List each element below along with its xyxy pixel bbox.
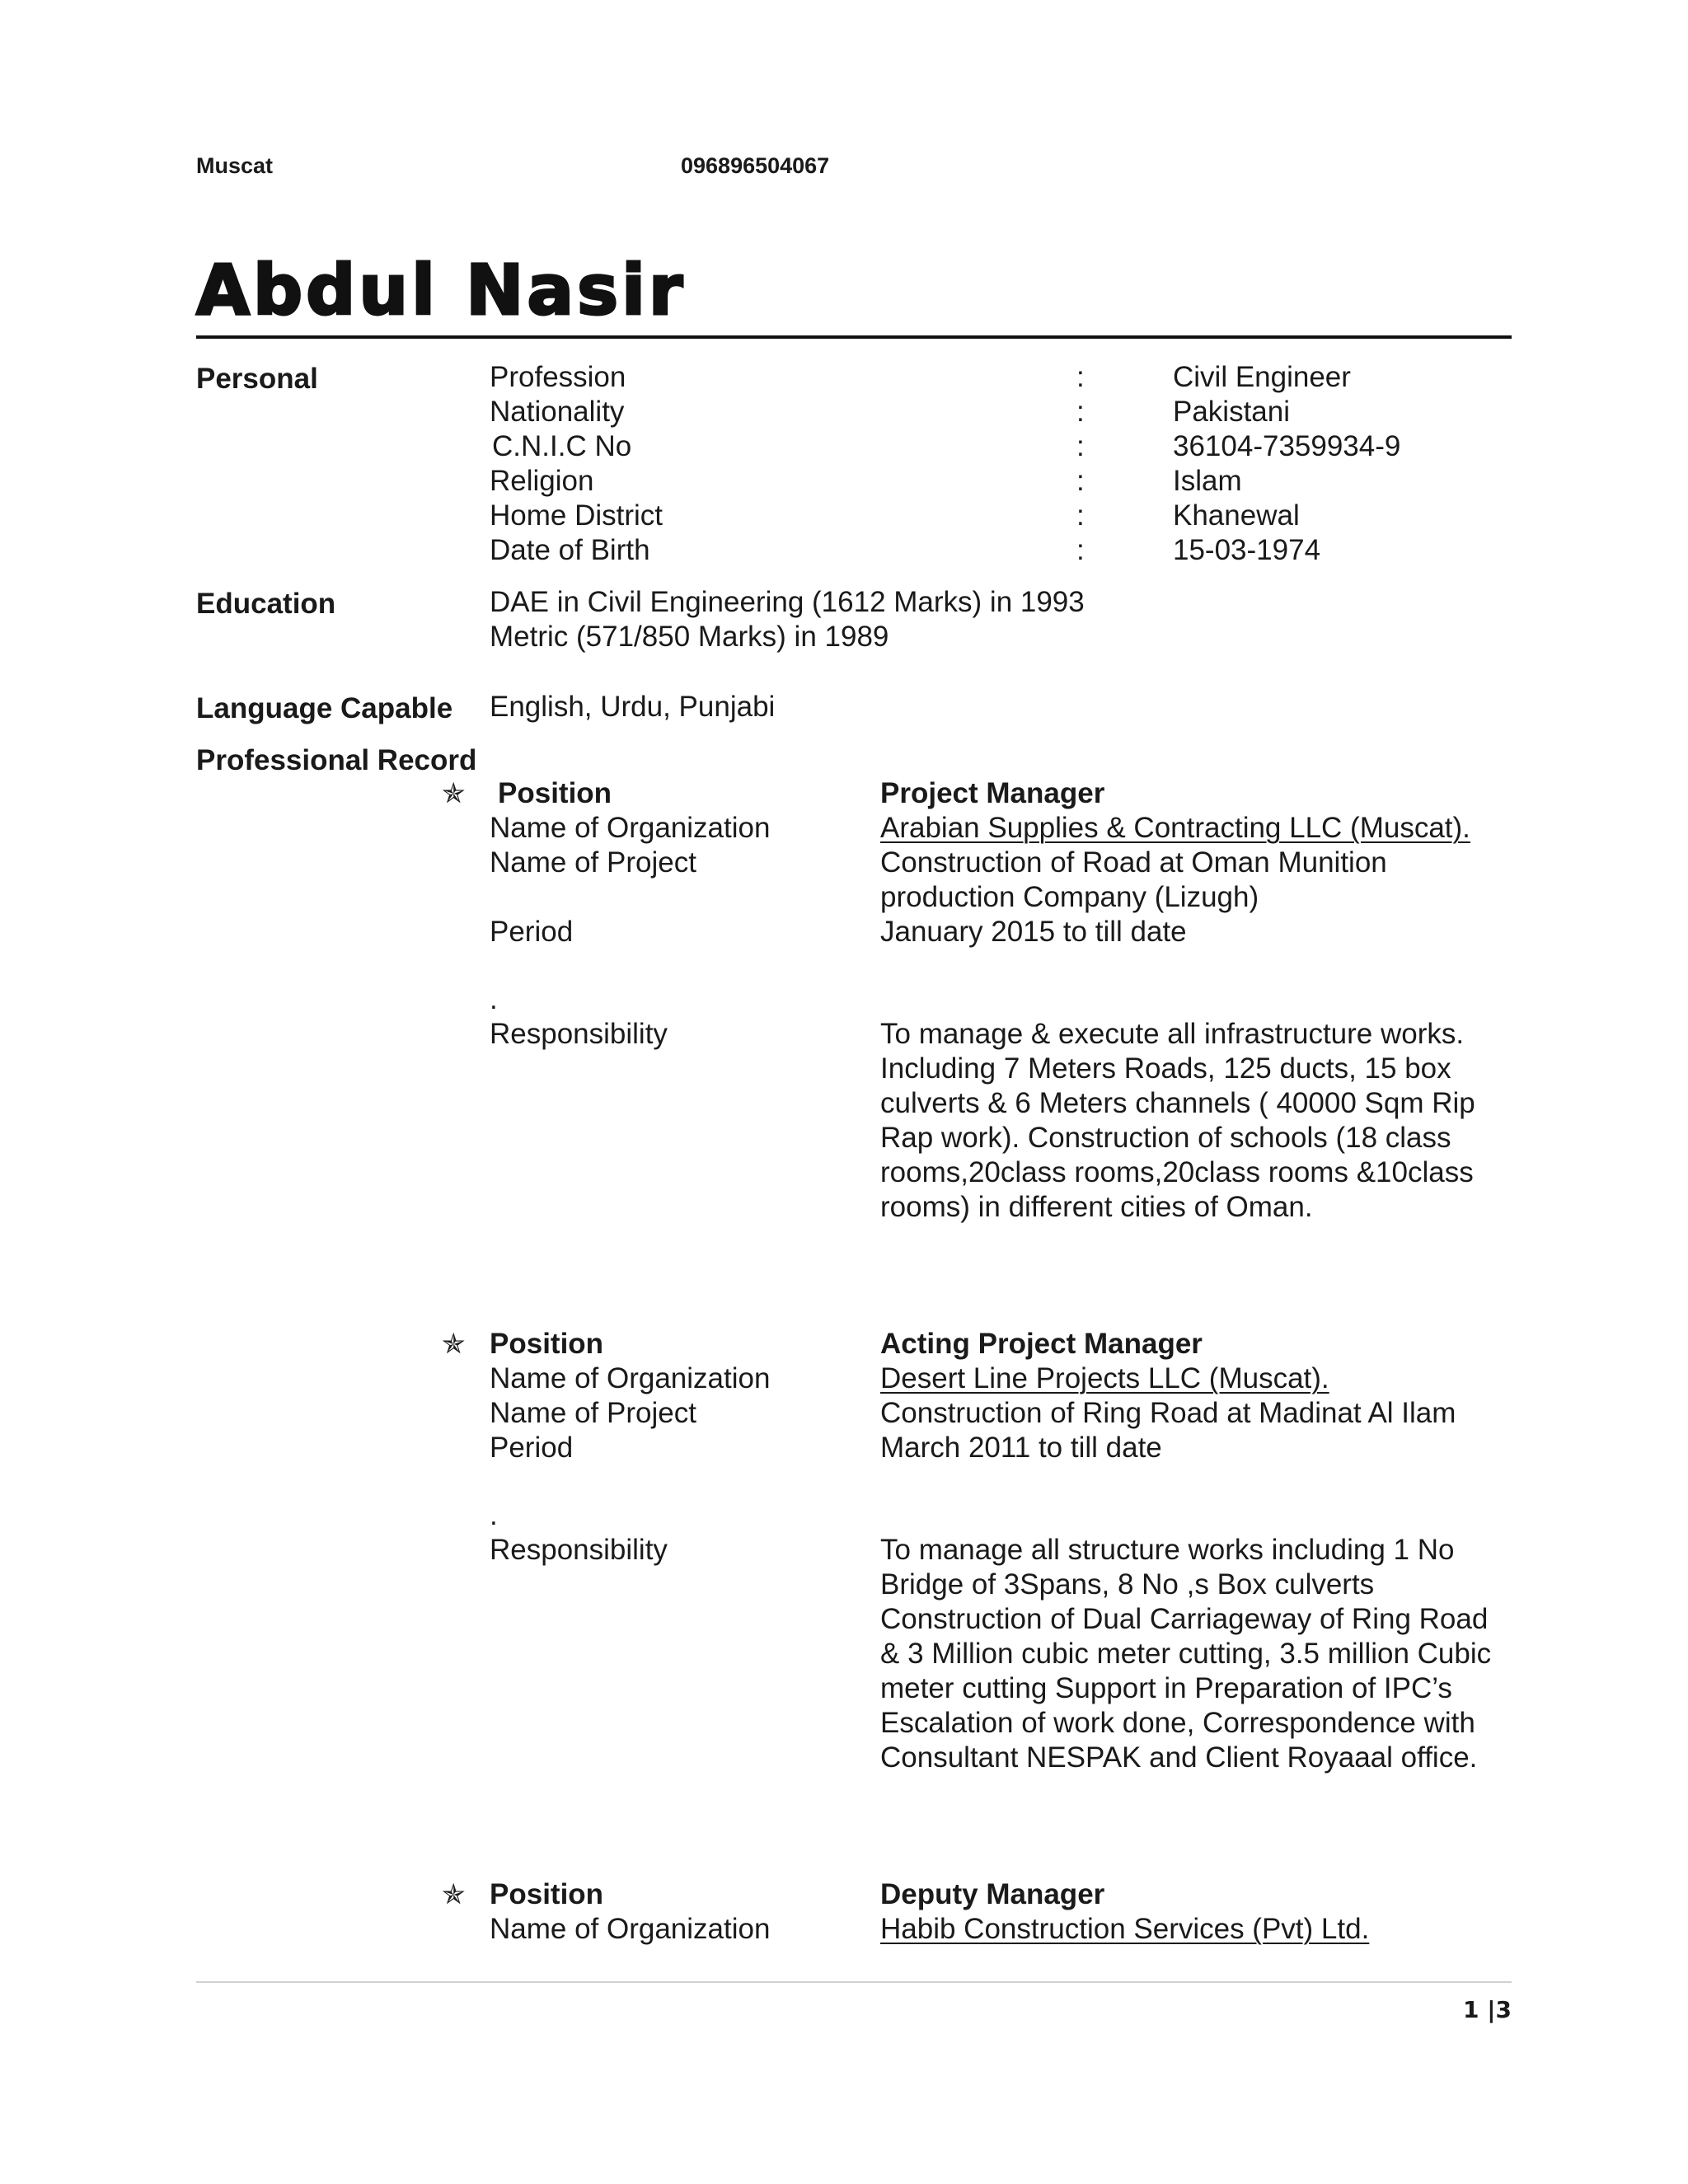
personal-heading: Personal [196, 363, 318, 395]
header-phone: 096896504067 [681, 153, 830, 178]
personal-sep: : [1076, 499, 1085, 532]
star-bullet-icon: ✯ [442, 1329, 466, 1360]
education-heading: Education [196, 588, 336, 620]
job2-position-label: Position [490, 1328, 604, 1360]
personal-sep: : [1076, 534, 1085, 566]
education-line-metric: Metric (571/850 Marks) in 1989 [490, 621, 889, 653]
job2-project: Construction of Ring Road at Madinat Al Ilam [880, 1397, 1456, 1429]
personal-label-cnic: C.N.I.C No [492, 430, 632, 462]
language-value: English, Urdu, Punjabi [490, 691, 776, 723]
education-line-dae: DAE in Civil Engineering (1612 Marks) in 1993 [490, 586, 1085, 618]
job1-resp-label: Responsibility [490, 1018, 668, 1050]
candidate-name: Abdul Nasir [196, 250, 687, 330]
footer-divider [196, 1981, 1512, 1983]
personal-value-profession: Civil Engineer [1173, 361, 1351, 393]
personal-label-nationality: Nationality [490, 396, 625, 428]
job1-project: Construction of Road at Oman Munition production Company (Lizugh) [880, 846, 1387, 913]
job2-org: Desert Line Projects LLC (Muscat). [880, 1362, 1329, 1394]
personal-label-home-district: Home District [490, 499, 663, 532]
job2-period: March 2011 to till date [880, 1432, 1162, 1464]
job2-resp: To manage all structure works including 1 No Bridge of 3Spans, 8 No ,s Box culverts Construction of Dual Carriageway of Ring Road & 3 Million cubic meter cutting, 3.5 million Cubic meter cutting Support in Preparation of IPC’s Escalation of work done, Correspondence with Consultant NESPAK and Client Royaaal office. [880, 1534, 1492, 1774]
personal-value-cnic: 36104-7359934-9 [1173, 430, 1401, 462]
star-bullet-icon: ✯ [442, 778, 466, 809]
personal-value-home-district: Khanewal [1173, 499, 1300, 532]
job1-position-label: Position [498, 777, 612, 809]
job3-position: Deputy Manager [880, 1878, 1105, 1910]
star-bullet-icon: ✯ [442, 1879, 466, 1910]
job2-period-label: Period [490, 1432, 574, 1464]
job2-resp-label: Responsibility [490, 1534, 668, 1566]
job2-dot: . [490, 1499, 498, 1531]
professional-heading: Professional Record [196, 744, 477, 776]
page-number: 1 |3 [1463, 1996, 1512, 2023]
job1-period-label: Period [490, 916, 574, 948]
header-city: Muscat [196, 153, 274, 178]
language-heading: Language Capable [196, 692, 453, 724]
job2-position: Acting Project Manager [880, 1328, 1203, 1360]
job1-org-label: Name of Organization [490, 812, 771, 844]
personal-sep: : [1076, 361, 1085, 393]
job3-org: Habib Construction Services (Pvt) Ltd. [880, 1913, 1370, 1945]
personal-sep: : [1076, 396, 1085, 428]
personal-value-dob: 15-03-1974 [1173, 534, 1321, 566]
title-divider [196, 335, 1512, 339]
personal-sep: : [1076, 465, 1085, 497]
personal-sep: : [1076, 430, 1085, 462]
job1-period: January 2015 to till date [880, 916, 1187, 948]
personal-label-dob: Date of Birth [490, 534, 650, 566]
job1-dot: . [490, 983, 498, 1015]
job1-project-label: Name of Project [490, 846, 696, 879]
job1-org: Arabian Supplies & Contracting LLC (Muscat). [880, 812, 1470, 844]
personal-value-nationality: Pakistani [1173, 396, 1291, 428]
job1-resp: To manage & execute all infrastructure works. Including 7 Meters Roads, 125 ducts, 15 box culverts & 6 Meters channels ( 40000 Sqm Rip Rap work). Construction of schools (18 class rooms,20class rooms,20class rooms &10class rooms) in different cities of Oman. [880, 1018, 1475, 1223]
personal-value-religion: Islam [1173, 465, 1242, 497]
personal-label-religion: Religion [490, 465, 594, 497]
personal-label-profession: Profession [490, 361, 626, 393]
job2-project-label: Name of Project [490, 1397, 696, 1429]
job3-position-label: Position [490, 1878, 604, 1910]
job1-position: Project Manager [880, 777, 1105, 809]
job2-org-label: Name of Organization [490, 1362, 771, 1394]
job3-org-label: Name of Organization [490, 1913, 771, 1945]
